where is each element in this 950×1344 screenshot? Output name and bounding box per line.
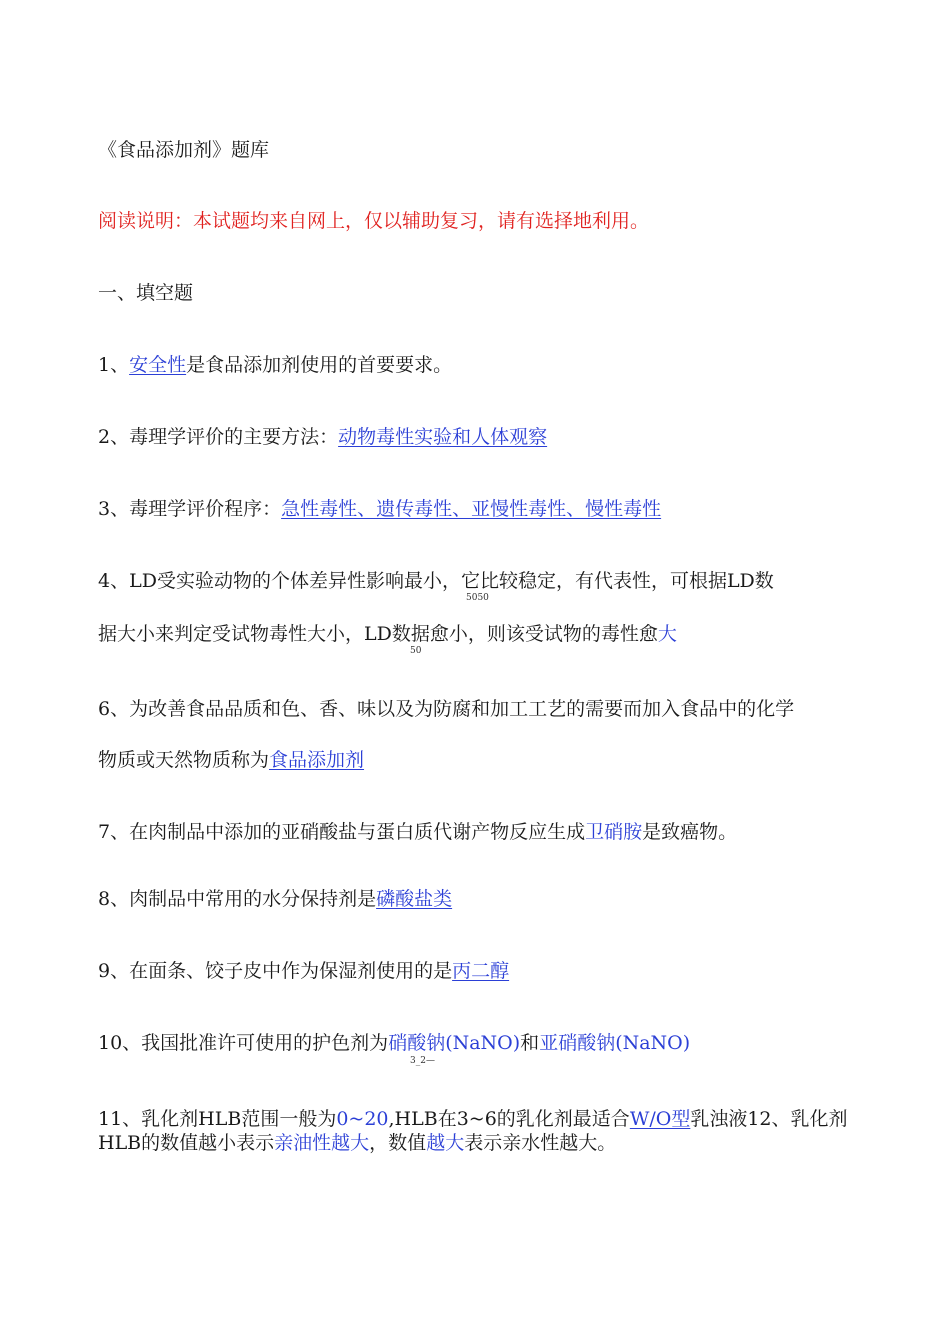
- question-1: 1、安全性是食品添加剂使用的首要要求。: [98, 354, 453, 376]
- answer-10a: 硝酸钠(NaNO): [388, 1032, 521, 1054]
- subscript-ld50-1: 5050: [466, 593, 489, 603]
- answer-10b: 亚硝酸钠(NaNO): [539, 1032, 691, 1054]
- answer-11b: W/O型: [629, 1108, 691, 1130]
- answer-11a: 0~20: [336, 1108, 389, 1130]
- question-4-line-1: 4、LD受实验动物的个体差异性影响最小，它比较稳定，有代表性，可根据LD数: [98, 570, 774, 592]
- question-4-line-2: 据大小来判定受试物毒性大小，LD数据愈小，则该受试物的毒性愈大: [98, 623, 677, 645]
- question-3: 3、毒理学评价程序：急性毒性、遗传毒性、亚慢性毒性、慢性毒性: [98, 498, 662, 520]
- document-title: 《食品添加剂》题库: [98, 139, 270, 161]
- question-8: 8、肉制品中常用的水分保持剂是磷酸盐类: [98, 888, 453, 910]
- answer-12b: 越大: [426, 1132, 465, 1154]
- question-10: 10、我国批准许可使用的护色剂为硝酸钠(NaNO)和亚硝酸钠(NaNO): [98, 1032, 691, 1054]
- answer-6: 食品添加剂: [269, 749, 365, 771]
- answer-4: 大: [657, 623, 677, 645]
- answer-9: 丙二醇: [452, 960, 510, 982]
- answer-8: 磷酸盐类: [376, 888, 453, 910]
- question-11-line-1: 11、乳化剂HLB范围一般为0~20,HLB在3~6的乳化剂最适合W/O型乳浊液12、乳化剂: [98, 1108, 848, 1130]
- question-2: 2、毒理学评价的主要方法：动物毒性实验和人体观察: [98, 426, 548, 448]
- subscript-ld50-2: 50: [410, 646, 422, 656]
- reading-notice: 阅读说明：本试题均来自网上，仅以辅助复习，请有选择地利用。: [98, 210, 650, 232]
- section-heading: 一、填空题: [98, 282, 194, 304]
- answer-2: 动物毒性实验和人体观察: [338, 426, 548, 448]
- question-6-line-1: 6、为改善食品品质和色、香、味以及为防腐和加工工艺的需要而加入食品中的化学: [98, 698, 795, 720]
- answer-12a: 亲油性越大: [274, 1132, 370, 1154]
- subscript-nano: 3_2—: [410, 1056, 435, 1066]
- answer-1: 安全性: [129, 354, 187, 376]
- answer-7: 卫硝胺: [585, 821, 643, 843]
- question-6-line-2: 物质或天然物质称为食品添加剂: [98, 749, 365, 771]
- answer-3: 急性毒性、遗传毒性、亚慢性毒性、慢性毒性: [281, 498, 662, 520]
- question-9: 9、在面条、饺子皮中作为保湿剂使用的是丙二醇: [98, 960, 510, 982]
- question-11-line-2: HLB的数值越小表示亲油性越大，数值越大表示亲水性越大。: [98, 1132, 617, 1154]
- question-7: 7、在肉制品中添加的亚硝酸盐与蛋白质代谢产物反应生成卫硝胺是致癌物。: [98, 821, 738, 843]
